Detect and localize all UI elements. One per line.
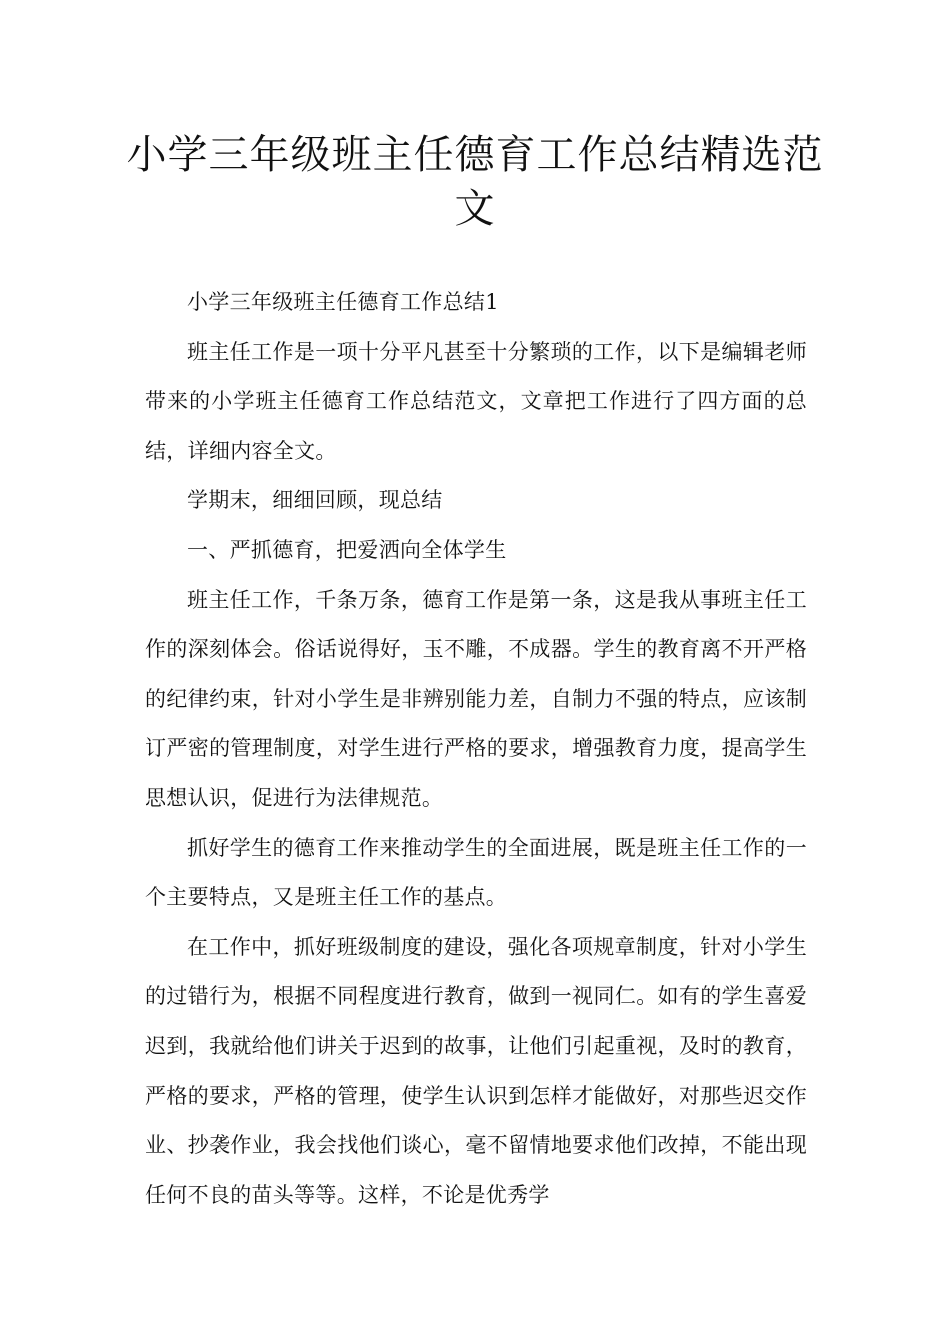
paragraph-section-heading: 小学三年级班主任德育工作总结1 bbox=[187, 290, 499, 314]
paragraph-summary-lead: 学期末，细细回顾，现总结 bbox=[187, 488, 443, 513]
paragraph-class-rules: 在工作中，抓好班级制度的建设，强化各项规章制度，针对小学生的过错行为，根据不同程度进行教育，做到一视同仁。如有的学生喜爱迟到，我就给他们讲关于迟到的故事，让他们引起重视，及时的教育，严格的要求，严格的管理，使学生认识到怎样才能做好，对那些迟交作业、抄袭作业，我会找他们谈心，毫不留情地要求他们改掉，不能出现任何不良的苗头等等。这样，不论是优秀学 bbox=[145, 934, 807, 1207]
document-body bbox=[145, 278, 807, 1220]
document-title: 小学三年级班主任德育工作总结精选范文 bbox=[126, 132, 824, 232]
paragraph-moral-education: 班主任工作，千条万条，德育工作是第一条，这是我从事班主任工作的深刻体会。俗话说得好，玉不雕，不成器。学生的教育离不开严格的纪律约束，针对小学生是非辨别能力差，自制力不强的特点，应该制订严密的管理制度，对学生进行严格的要求，增强教育力度，提高学生思想认识，促进行为法律规范。 bbox=[145, 587, 807, 810]
paragraph-focus: 抓好学生的德育工作来推动学生的全面进展，既是班主任工作的一个主要特点，又是班主任工作的基点。 bbox=[145, 835, 807, 910]
paragraph-point-one-heading: 一、严抓德育，把爱洒向全体学生 bbox=[187, 537, 507, 562]
paragraph-intro: 班主任工作是一项十分平凡甚至十分繁琐的工作，以下是编辑老师带来的小学班主任德育工作总结范文，文章把工作进行了四方面的总结，详细内容全文。 bbox=[145, 339, 807, 463]
